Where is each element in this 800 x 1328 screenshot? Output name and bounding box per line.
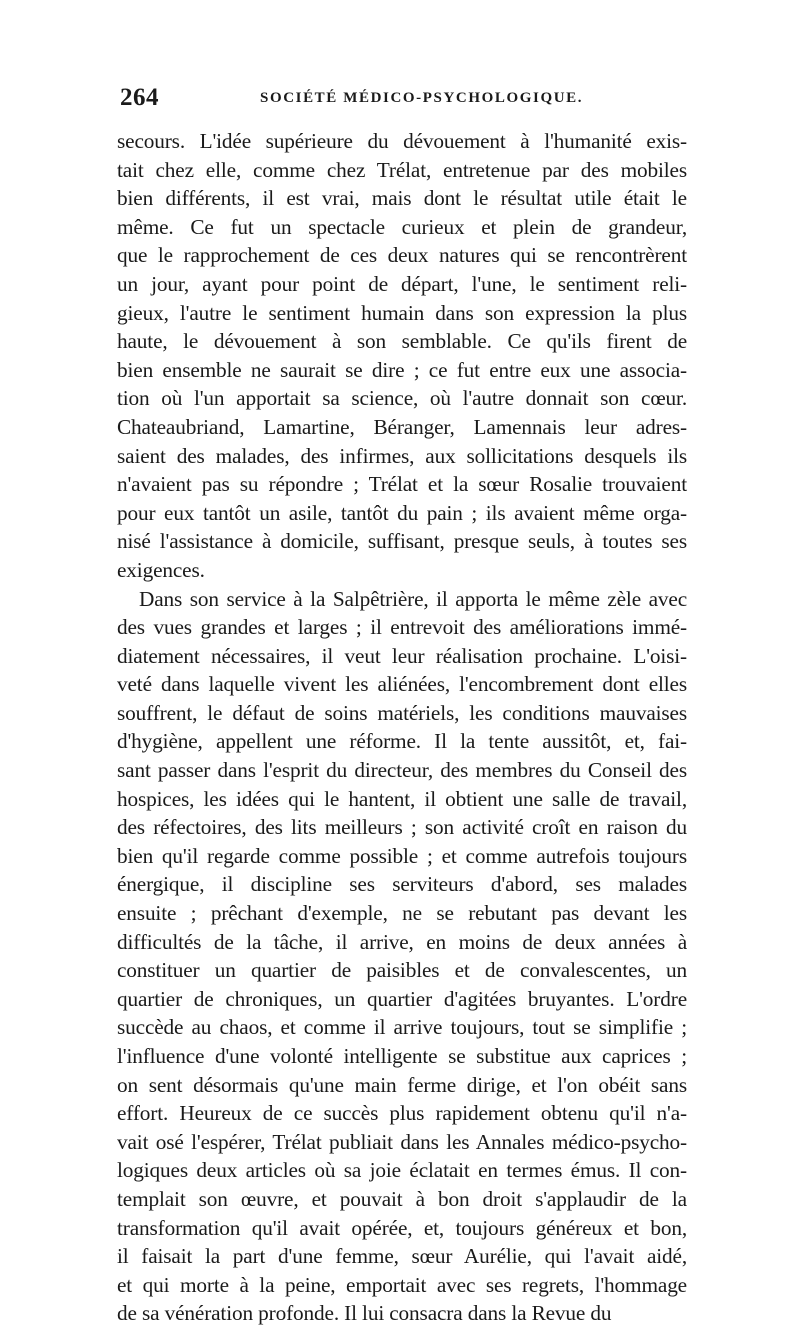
text-line: des vues grandes et larges ; il entrevoit des améliorations immé- xyxy=(117,615,687,640)
running-head: SOCIÉTÉ MÉDICO-PSYCHOLOGIQUE. xyxy=(260,90,584,106)
text-line: saient des malades, des infirmes, aux sollicitations desquels ils xyxy=(117,443,687,468)
text-line: Chateaubriand, Lamartine, Béranger, Lamennais leur adres- xyxy=(117,414,687,439)
text-line: de sa vénération profonde. Il lui consacra dans la Revue du xyxy=(117,1301,612,1326)
text-line: gieux, l'autre le sentiment humain dans son expression la plus xyxy=(117,300,687,325)
text-line: on sent désormais qu'une main ferme dirige, et l'on obéit sans xyxy=(117,1072,687,1097)
text-line: bien ensemble ne saurait se dire ; ce fut entre eux une associa- xyxy=(117,357,687,382)
text-line: énergique, il discipline ses serviteurs d'abord, ses malades xyxy=(117,872,687,897)
text-line: vait osé l'espérer, Trélat publiait dans les Annales médico-psycho- xyxy=(117,1129,687,1154)
text-line: ensuite ; prêchant d'exemple, ne se rebutant pas devant les xyxy=(117,901,687,926)
text-line: pour eux tantôt un asile, tantôt du pain ; ils avaient même orga- xyxy=(117,500,687,525)
text-line: tion où l'un apportait sa science, où l'autre donnait son cœur. xyxy=(117,386,687,411)
text-line: il faisait la part d'une femme, sœur Aurélie, qui l'avait aidé, xyxy=(117,1244,687,1269)
text-line: constituer un quartier de paisibles et de convalescentes, un xyxy=(117,958,687,983)
text-line: sant passer dans l'esprit du directeur, des membres du Conseil des xyxy=(117,758,687,783)
paragraph xyxy=(117,127,687,585)
text-line: exigences. xyxy=(117,557,205,582)
text-line: tait chez elle, comme chez Trélat, entretenue par des mobiles xyxy=(117,157,687,182)
text-line: difficultés de la tâche, il arrive, en moins de deux années à xyxy=(117,929,687,954)
text-line: souffrent, le défaut de soins matériels, les conditions mauvaises xyxy=(117,700,687,725)
text-line: d'hygiène, appellent une réforme. Il la tente aussitôt, et, fai- xyxy=(117,729,687,754)
text-line: transformation qu'il avait opérée, et, toujours généreux et bon, xyxy=(117,1215,687,1240)
text-line: l'influence d'une volonté intelligente se substitue aux caprices ; xyxy=(117,1044,687,1068)
body-text xyxy=(117,127,687,1328)
text-line: succède au chaos, et comme il arrive toujours, tout se simplifie ; xyxy=(117,1015,687,1040)
text-line: un jour, ayant pour point de départ, l'une, le sentiment reli- xyxy=(117,271,687,296)
text-line: diatement nécessaires, il veut leur réalisation prochaine. L'oisi- xyxy=(117,643,687,668)
text-line: veté dans laquelle vivent les aliénées, l'encombrement dont elles xyxy=(117,672,687,697)
text-line: effort. Heureux de ce succès plus rapidement obtenu qu'il n'a- xyxy=(117,1101,687,1126)
text-line: que le rapprochement de ces deux natures qui se rencontrèrent xyxy=(117,243,687,268)
page-number: 264 xyxy=(120,84,159,111)
text-line: nisé l'assistance à domicile, suffisant, presque seuls, à toutes ses xyxy=(117,529,687,554)
page-header xyxy=(120,84,690,114)
text-line: templait son œuvre, et pouvait à bon droit s'applaudir de la xyxy=(117,1186,687,1211)
text-line: secours. L'idée supérieure du dévouement à l'humanité exis- xyxy=(117,129,687,153)
text-line: bien qu'il regarde comme possible ; et comme autrefois toujours xyxy=(117,843,687,868)
text-line: logiques deux articles où sa joie éclatait en termes émus. Il con- xyxy=(117,1158,687,1183)
text-line: Dans son service à la Salpêtrière, il apporta le même zèle avec xyxy=(139,586,687,611)
text-line: haute, le dévouement à son semblable. Ce qu'ils firent de xyxy=(117,329,687,354)
text-line: hospices, les idées qui le hantent, il obtient une salle de travail, xyxy=(117,786,687,811)
text-line: n'avaient pas su répondre ; Trélat et la sœur Rosalie trouvaient xyxy=(117,472,687,497)
text-line: et qui morte à la peine, emportait avec ses regrets, l'hommage xyxy=(117,1272,687,1297)
paragraph xyxy=(117,585,687,1328)
text-line: bien différents, il est vrai, mais dont le résultat utile était le xyxy=(117,186,687,211)
text-line: des réfectoires, des lits meilleurs ; son activité croît en raison du xyxy=(117,815,687,840)
text-line: quartier de chroniques, un quartier d'agitées bruyantes. L'ordre xyxy=(117,986,687,1011)
text-line: même. Ce fut un spectacle curieux et plein de grandeur, xyxy=(117,214,687,239)
